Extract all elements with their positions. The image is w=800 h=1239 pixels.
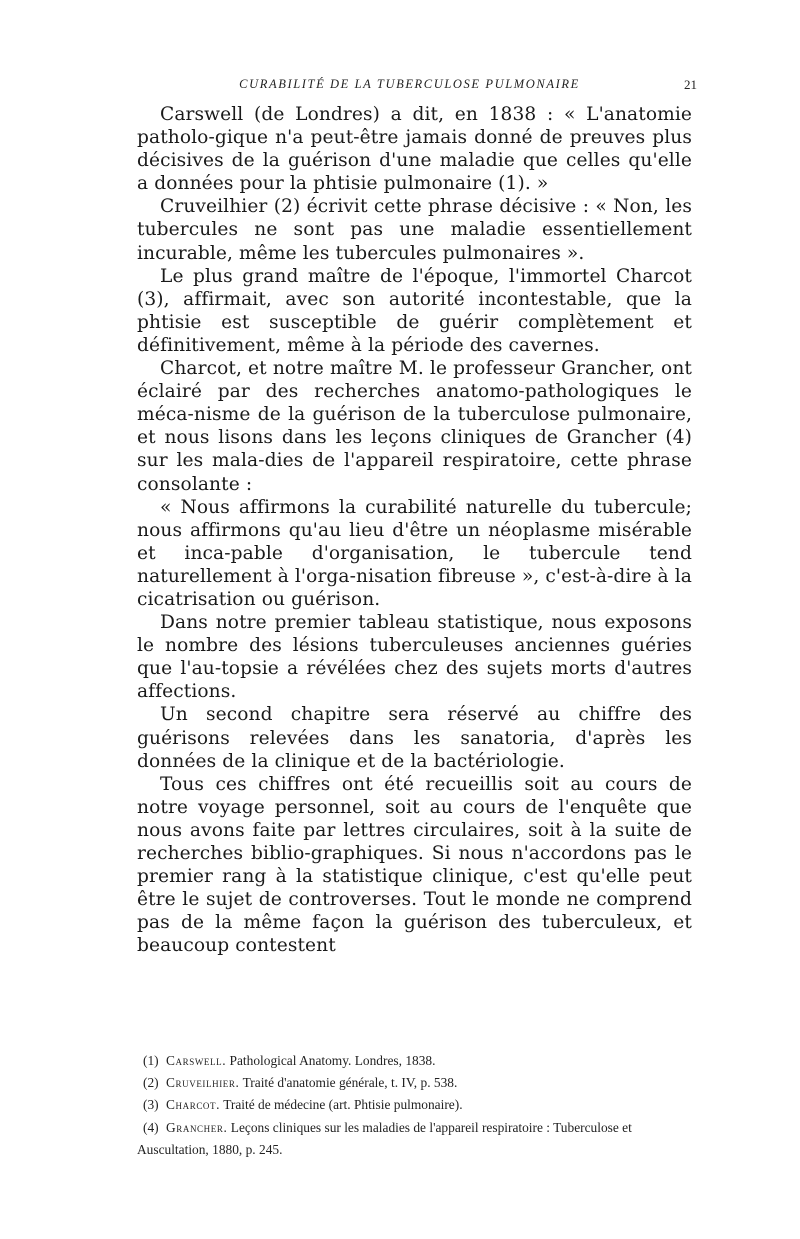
paragraph: Dans notre premier tableau statistique, nous exposons le nombre des lésions tuberculeuses anciennes guéries que l'au-topsie a révélées chez des sujets morts d'autres affections.	[137, 612, 692, 703]
paragraph: Le plus grand maître de l'époque, l'immortel Charcot (3), affirmait, avec son autorité incontestable, que la phtisie est susceptible de guérir complètement et définitivement, même à la période des cavernes.	[137, 265, 692, 356]
footnote	[137, 1050, 695, 1072]
body-text	[137, 103, 692, 957]
footnote	[137, 1117, 695, 1161]
page-number: 21	[684, 77, 697, 92]
footnote-number: (1)	[143, 1053, 159, 1068]
footnote-number: (4)	[143, 1119, 159, 1135]
footnote	[137, 1094, 695, 1116]
footnotes	[137, 1050, 695, 1161]
footnote-author: Grancher.	[165, 1119, 228, 1135]
paragraph: Carswell (de Londres) a dit, en 1838 : « L'anatomie patholo-gique n'a peut-être jamais donné de preuves plus décisives de la guérison d'une maladie que celles qu'elle a données pour la phtisie pulmonaire (1). »	[137, 104, 692, 195]
paragraph: Tous ces chiffres ont été recueillis soit au cours de notre voyage personnel, soit au cours de l'enquête que nous avons faite par lettres circulaires, soit à la suite de recherches biblio-graphiques. Si nous n'accordons pas le premier rang à la statistique clinique, c'est qu'elle peut être le sujet de controverses. Tout le monde ne comprend pas de la même façon la guérison des tuberculeux, et beaucoup contestent	[137, 773, 692, 957]
footnote-number: (3)	[143, 1097, 159, 1113]
footnote-author: Carswell.	[165, 1053, 227, 1068]
footnote-text: Pathological Anatomy. Londres, 1838.	[229, 1053, 436, 1068]
paragraph: Un second chapitre sera réservé au chiffre des guérisons relevées dans les sanatoria, d'après les données de la clinique et de la bactériologie.	[137, 704, 692, 772]
footnote-number: (2)	[143, 1075, 159, 1091]
paragraph: « Nous affirmons la curabilité naturelle du tubercule; nous affirmons qu'au lieu d'être un néoplasme misérable et inca-pable d'organisation, le tubercule tend naturellement à l'orga-nisation fibreuse », c'est-à-dire à la cicatrisation ou guérison.	[137, 496, 692, 610]
footnote-text: Leçons cliniques sur les maladies de l'appareil respiratoire : Tuberculose et Auscultation, 1880, p. 245.	[137, 1119, 632, 1157]
paragraph: Cruveilhier (2) écrivit cette phrase décisive : « Non, les tubercules ne sont pas une maladie essentiellement incurable, même les tubercules pulmonaires ».	[137, 196, 692, 264]
footnote-author: Charcot.	[165, 1097, 221, 1113]
running-title: CURABILITÉ DE LA TUBERCULOSE PULMONAIRE	[239, 77, 580, 91]
footnote	[137, 1072, 695, 1094]
footnote-author: Cruveilhier.	[165, 1075, 240, 1091]
footnote-text: Traité d'anatomie générale, t. IV, p. 538.	[242, 1075, 458, 1091]
paragraph: Charcot, et notre maître M. le professeur Grancher, ont éclairé par des recherches anatomo-pathologiques le méca-nisme de la guérison de la tuberculose pulmonaire, et nous lisons dans les leçons cliniques de Grancher (4) sur les mala-dies de l'appareil respiratoire, cette phrase consolante :	[137, 358, 692, 495]
footnote-text: Traité de médecine (art. Phtisie pulmonaire).	[223, 1097, 463, 1113]
